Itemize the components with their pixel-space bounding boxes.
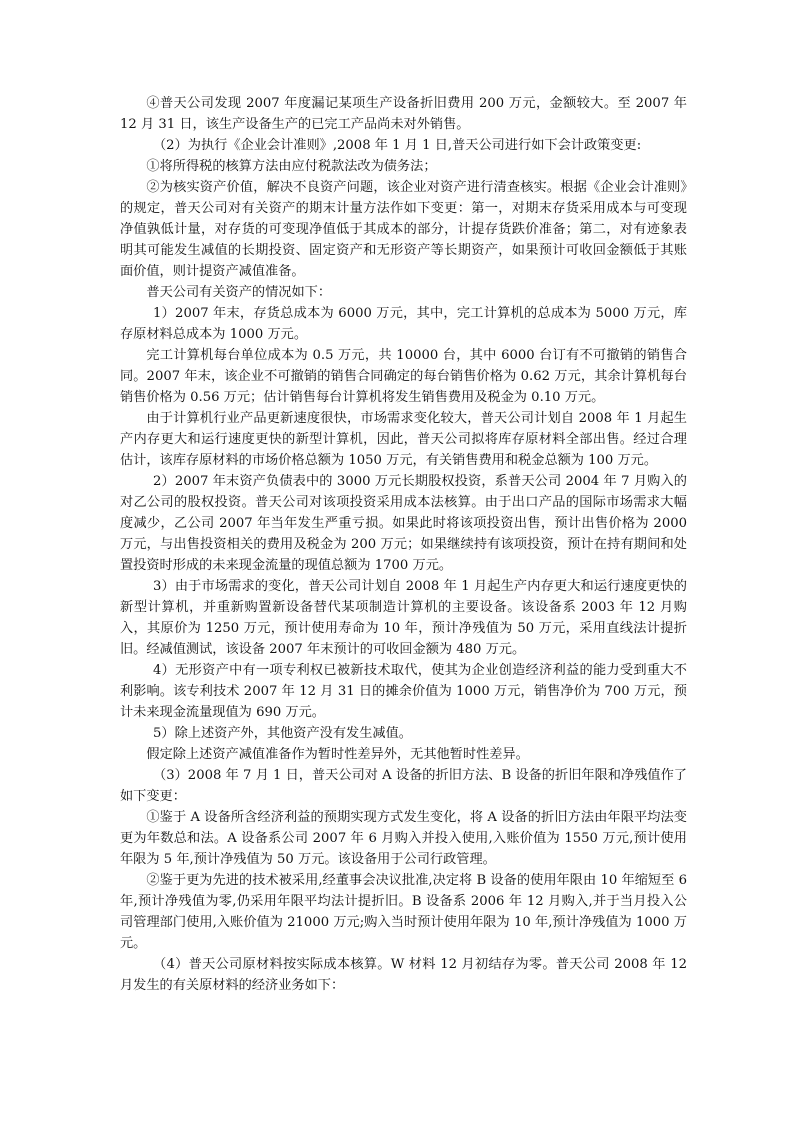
paragraph: 由于计算机行业产品更新速度很快，市场需求变化较大，普天公司计划自 2008 年 1 月起生产内存更大和运行速度更快的新型计算机，因此，普天公司拟将库存原材料全部出售。经过合理估计，该库存原材料的市场价格总额为 1050 万元，有关销售费用和税金总额为 100 万元。 [120,411,687,468]
paragraph: ①鉴于 A 设备所含经济利益的预期实现方式发生变化，将 A 设备的折旧方法由年限平均法变更为年数总和法。A 设备系公司 2007 年 6 月购入并投入使用,入账价值为 1550 万元,预计使用年限为 5 年,预计净残值为 50 万元。该设备用于公司行政管理。 [120,810,687,867]
paragraph: ①将所得税的核算方法由应付税款法改为债务法； [146,159,437,174]
paragraph: 1）2007 年末，存货总成本为 6000 万元，其中，完工计算机的总成本为 5000 万元，库存原材料总成本为 1000 万元。 [120,306,687,342]
paragraph: 假定除上述资产减值准备作为暂时性差异外，无其他暂时性差异。 [146,747,529,762]
paragraph: 2）2007 年末资产负债表中的 3000 万元长期股权投资，系普天公司 2004 年 7 月购入的对乙公司的股权投资。普天公司对该项投资采用成本法核算。由于出口产品的国际市场需求大幅度减少，乙公司 2007 年当年发生严重亏损。如果此时将该项投资出售，预计出售价格为 2000 万元，与出售投资相关的费用及税金为 200 万元；如果继续持有该项投资，预计在持有期间和处置投资时形成的未来现金流量的现值总额为 1700 万元。 [120,474,687,573]
paragraph: ②为核实资产价值，解决不良资产问题，该企业对资产进行清查核实。根据《企业会计准则》的规定，普天公司对有关资产的期末计量方法作如下变更：第一，对期末存货采用成本与可变现净值孰低计量，对存货的可变现净值低于其成本的部分，计提存货跌价准备；第二，对有迹象表明其可能发生减值的长期投资、固定资产和无形资产等长期资产，如果预计可收回金额低于其账面价值，则计提资产减值准备。 [120,180,687,279]
paragraph: 完工计算机每台单位成本为 0.5 万元，共 10000 台，其中 6000 台订有不可撤销的销售合同。2007 年末，该企业不可撤销的销售合同确定的每台销售价格为 0.62 万元，其余计算机每台销售价格为 0.56 万元；估计销售每台计算机将发生销售费用及税金为 0.10 万元。 [120,348,687,405]
paragraph: 4）无形资产中有一项专利权已被新技术取代，使其为企业创造经济利益的能力受到重大不利影响。该专利技术 2007 年 12 月 31 日的摊余价值为 1000 万元，销售净价为 700 万元，预计未来现金流量现值为 690 万元。 [120,663,687,720]
paragraph: （2）为执行《企业会计准则》,2008 年 1 月 1 日,普天公司进行如下会计政策变更: [153,138,642,153]
paragraph: （4）普天公司原材料按实际成本核算。W 材料 12 月初结存为零。普天公司 2008 年 12 月发生的有关原材料的经济业务如下： [120,957,687,993]
paragraph: （3）2008 年 7 月 1 日，普天公司对 A 设备的折旧方法、B 设备的折旧年限和净残值作了如下变更： [120,768,687,804]
paragraph: ④普天公司发现 2007 年度漏记某项生产设备折旧费用 200 万元，金额较大。至 2007 年 12 月 31 日，该生产设备生产的已完工产品尚未对外销售。 [120,96,687,132]
document-body [120,93,687,996]
paragraph: 3）由于市场需求的变化，普天公司计划自 2008 年 1 月起生产内存更大和运行速度更快的新型计算机，并重新购置新设备替代某项制造计算机的主要设备。该设备系 2003 年 12 月购入，其原价为 1250 万元，预计使用寿命为 10 年，预计净残值为 50 万元，采用直线法计提折旧。经减值测试，该设备 2007 年末预计的可收回金额为 480 万元。 [120,579,687,657]
paragraph: ②鉴于更为先进的技术被采用,经董事会决议批准,决定将 B 设备的使用年限由 10 年缩短至 6 年,预计净残值为零,仍采用年限平均法计提折旧。B 设备系 2006 年 12 月购入,并于当月投入公司管理部门使用,入账价值为 21000 万元;购入当时预计使用年限为 10 年,预计净残值为 1000 万元。 [120,873,687,951]
paragraph: 普天公司有关资产的情况如下： [146,285,332,300]
paragraph: 5）除上述资产外，其他资产没有发生减值。 [153,726,412,741]
